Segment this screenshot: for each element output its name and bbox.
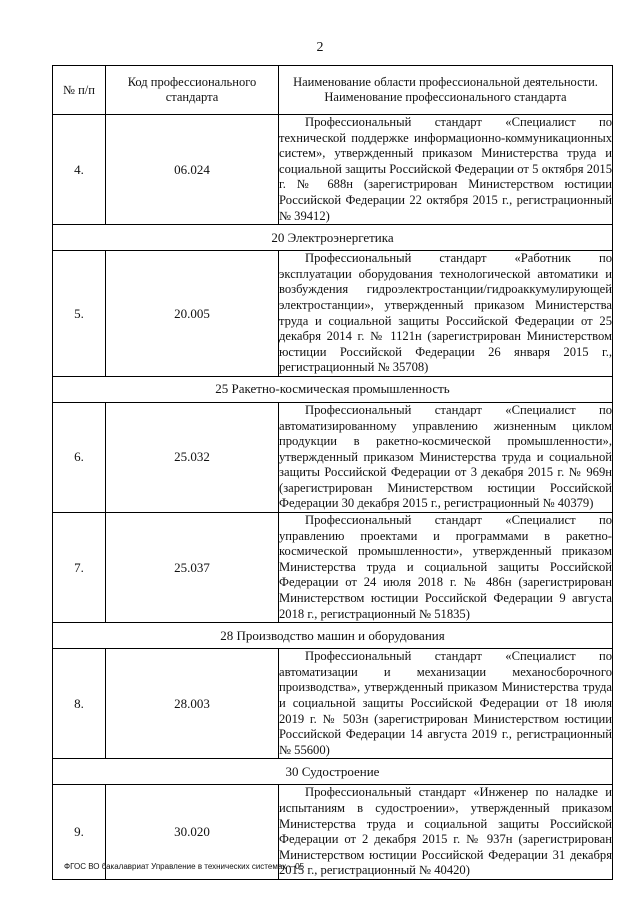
row-number: 9.: [53, 785, 106, 880]
standard-description-cell: [279, 402, 613, 512]
row-number: 6.: [53, 402, 106, 512]
section-title: 30 Судостроение: [53, 759, 613, 785]
section-row: [53, 376, 613, 402]
standard-description-cell: [279, 251, 613, 377]
section-row: [53, 623, 613, 649]
standard-description: Профессиональный стандарт «Инженер по наладке и испытаниям в судостроении», утвержденный приказом Министерства труда и социальной защиты Российской Федерации от 2 декабря 2015 г. № 937н (зарегистрирован Министерством юстиции Российской Федерации 31 декабря 2015 г., регистрационный № 40420): [279, 785, 612, 878]
standard-description: Профессиональный стандарт «Специалист по автоматизированному управлению жизненным циклом продукции в ракетно-космической промышленности», утвержденный приказом Министерства труда и социальной защиты Российской Федерации от 3 декабря 2015 г. № 969н (зарегистрирован Министерством юстиции Российской Федерации 30 декабря 2015 г., регистрационный № 40379): [279, 402, 612, 511]
section-title: 20 Электроэнергетика: [53, 225, 613, 251]
header-code: Код профессионального стандарта: [106, 66, 279, 115]
header-number: № п/п: [53, 66, 106, 115]
row-number: 7.: [53, 513, 106, 623]
row-number: 4.: [53, 115, 106, 225]
table-header-row: [53, 66, 613, 115]
standard-code: 25.032: [106, 402, 279, 512]
section-row: [53, 225, 613, 251]
standard-description-cell: [279, 649, 613, 759]
standard-description: Профессиональный стандарт «Специалист по управлению проектами и программами в ракетно-космической промышленности», утвержденный приказом Министерства труда и социальной защиты Российской Федерации от 24 июля 2018 г. № 486н (зарегистрирован Министерством юстиции Российской Федерации 9 августа 2018 г., регистрационный № 51835): [279, 513, 612, 621]
row-number: 5.: [53, 251, 106, 377]
standard-description-cell: [279, 785, 613, 880]
standard-description: Профессиональный стандарт «Специалист по технической поддержке информационно-коммуникационных систем», утвержденный приказом Министерства труда и социальной защиты Российской Федерации от 5 октября 2015 г. № 688н (зарегистрирован Министерством юстиции Российской Федерации 22 октября 2015 г., регистрационный № 39412): [279, 115, 612, 223]
table-body: [53, 115, 613, 880]
header-name: Наименование области профессиональной деятельности. Наименование профессионального стандарта: [279, 66, 613, 115]
standard-description: Профессиональный стандарт «Специалист по автоматизации и механизации механосборочного производства», утвержденный приказом Министерства труда и социальной защиты Российской Федерации от 18 июля 2019 г. № 503н (зарегистрирован Министерством юстиции Российской Федерации 14 августа 2019 г., регистрационный № 55600): [279, 649, 612, 757]
standard-code: 20.005: [106, 251, 279, 377]
table-row: [53, 649, 613, 759]
footer-note: ФГОС ВО бакалавриат Управление в технических системах – 05: [64, 862, 305, 871]
section-title: 28 Производство машин и оборудования: [53, 623, 613, 649]
standard-description-cell: [279, 513, 613, 623]
standard-description: Профессиональный стандарт «Работник по эксплуатации оборудования технологической автоматики и возбуждения гидроэлектростанции/гидроаккумулирующей электростанции», утвержденный приказом Министерства труда и социальной защиты Российской Федерации от 25 декабря 2014 г. № 1121н (зарегистрирован Министерством юстиции Российской Федерации 26 января 2015 г., регистрационный № 35708): [279, 251, 612, 375]
standard-code: 25.037: [106, 513, 279, 623]
table-row: [53, 115, 613, 225]
standard-code: 30.020: [106, 785, 279, 880]
standard-description-cell: [279, 115, 613, 225]
standard-code: 06.024: [106, 115, 279, 225]
table-row: [53, 513, 613, 623]
table-row: [53, 251, 613, 377]
section-title: 25 Ракетно-космическая промышленность: [53, 376, 613, 402]
row-number: 8.: [53, 649, 106, 759]
section-row: [53, 759, 613, 785]
table-row: [53, 402, 613, 512]
page-number: 2: [316, 40, 324, 55]
standards-table: [52, 65, 613, 880]
standard-code: 28.003: [106, 649, 279, 759]
